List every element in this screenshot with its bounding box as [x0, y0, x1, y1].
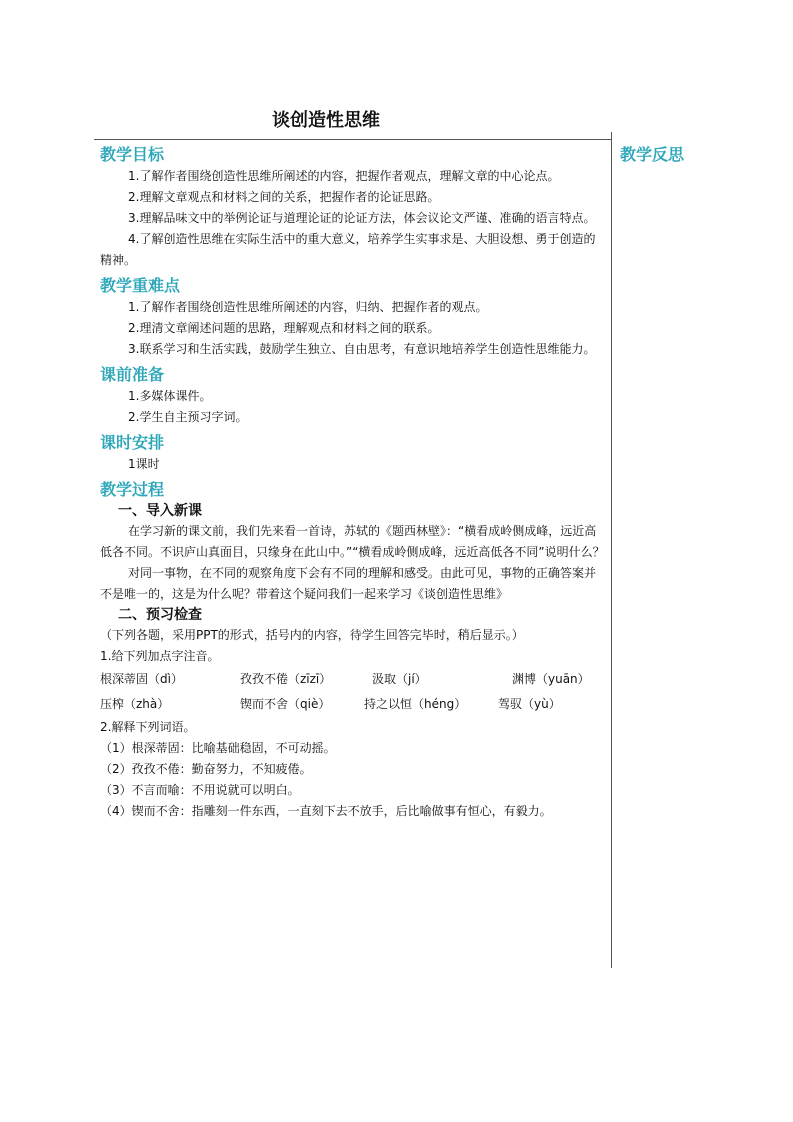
key-points-heading: 教学重难点	[100, 276, 181, 295]
process-heading: 教学过程	[100, 480, 165, 499]
pinyin-row-2	[100, 692, 606, 717]
definition-item: （2）孜孜不倦：勤奋努力，不知疲倦。	[100, 762, 312, 776]
pinyin-word: 孜孜不倦（zīzī）	[240, 672, 332, 686]
part1-paragraph: 在学习新的课文前，我们先来看一首诗，苏轼的《题西林壁》：“横看成岭侧成峰，远近高低各不同。不识庐山真面目，只缘身在此山中。”“横看成岭侧成峰，远近高低各不同”说明什么？	[100, 524, 605, 559]
schedule-heading: 课时安排	[100, 433, 165, 452]
key-point-item: 1.了解作者围绕创造性思维所阐述的内容，归纳、把握作者的观点。	[128, 300, 488, 314]
definition-item: （3）不言而喻：不用说就可以明白。	[100, 783, 300, 797]
goal-item: 2.理解文章观点和材料之间的关系，把握作者的论证思路。	[128, 190, 440, 204]
part2-intro: （下列各题，采用PPT的形式，括号内的内容，待学生回答完毕时，稍后显示。）	[100, 628, 524, 642]
preparation-heading: 课前准备	[100, 365, 165, 384]
key-point-item: 2.理清文章阐述问题的思路，理解观点和材料之间的联系。	[128, 321, 440, 335]
pinyin-word: 根深蒂固（dì）	[100, 672, 183, 686]
pinyin-word: 渊博（yuān）	[512, 672, 590, 686]
preparation-item: 2.学生自主预习字词。	[128, 410, 248, 424]
key-point-item: 3.联系学习和生活实践，鼓励学生独立、自由思考，有意识地培养学生创造性思维能力。	[128, 342, 596, 356]
pinyin-word: 锲而不舍（qiè）	[240, 697, 331, 711]
preparation-item: 1.多媒体课件。	[128, 389, 212, 403]
reflection-heading: 教学反思	[620, 145, 685, 164]
column-divider	[611, 132, 612, 968]
page-title: 谈创造性思维	[272, 110, 380, 131]
question-1: 1.给下列加点字注音。	[100, 649, 220, 663]
goal-item: 1.了解作者围绕创造性思维所阐述的内容，把握作者观点，理解文章的中心论点。	[128, 169, 560, 183]
goal-item: 3.理解品味文中的举例论证与道理论证的论证方法，体会议论文严谨、准确的语言特点。	[128, 211, 596, 225]
pinyin-word: 压榨（zhà）	[100, 697, 170, 711]
goals-heading: 教学目标	[100, 145, 165, 164]
definition-item: （4）锲而不舍：指雕刻一件东西，一直刻下去不放手，后比喻做事有恒心，有毅力。	[100, 804, 552, 818]
lesson-content	[100, 140, 606, 822]
goal-item: 4.了解创造性思维在实际生活中的重大意义，培养学生实事求是、大胆设想、勇于创造的精神。	[100, 232, 596, 267]
definition-item: （1）根深蒂固：比喻基础稳固，不可动摇。	[100, 741, 336, 755]
schedule-text: 1课时	[128, 457, 160, 471]
part1-heading: 一、导入新课	[118, 503, 202, 519]
pinyin-word: 驾驭（yù）	[498, 697, 561, 711]
pinyin-word: 汲取（jí）	[372, 672, 427, 686]
part2-heading: 二、预习检查	[118, 607, 202, 623]
part1-paragraph: 对同一事物，在不同的观察角度下会有不同的理解和感受。由此可见，事物的正确答案并不是唯一的，这是为什么呢？带着这个疑问我们一起来学习《谈创造性思维》	[100, 566, 597, 601]
pinyin-row-1	[100, 667, 606, 692]
pinyin-word: 持之以恒（héng）	[364, 697, 467, 711]
question-2: 2.解释下列词语。	[100, 720, 196, 734]
